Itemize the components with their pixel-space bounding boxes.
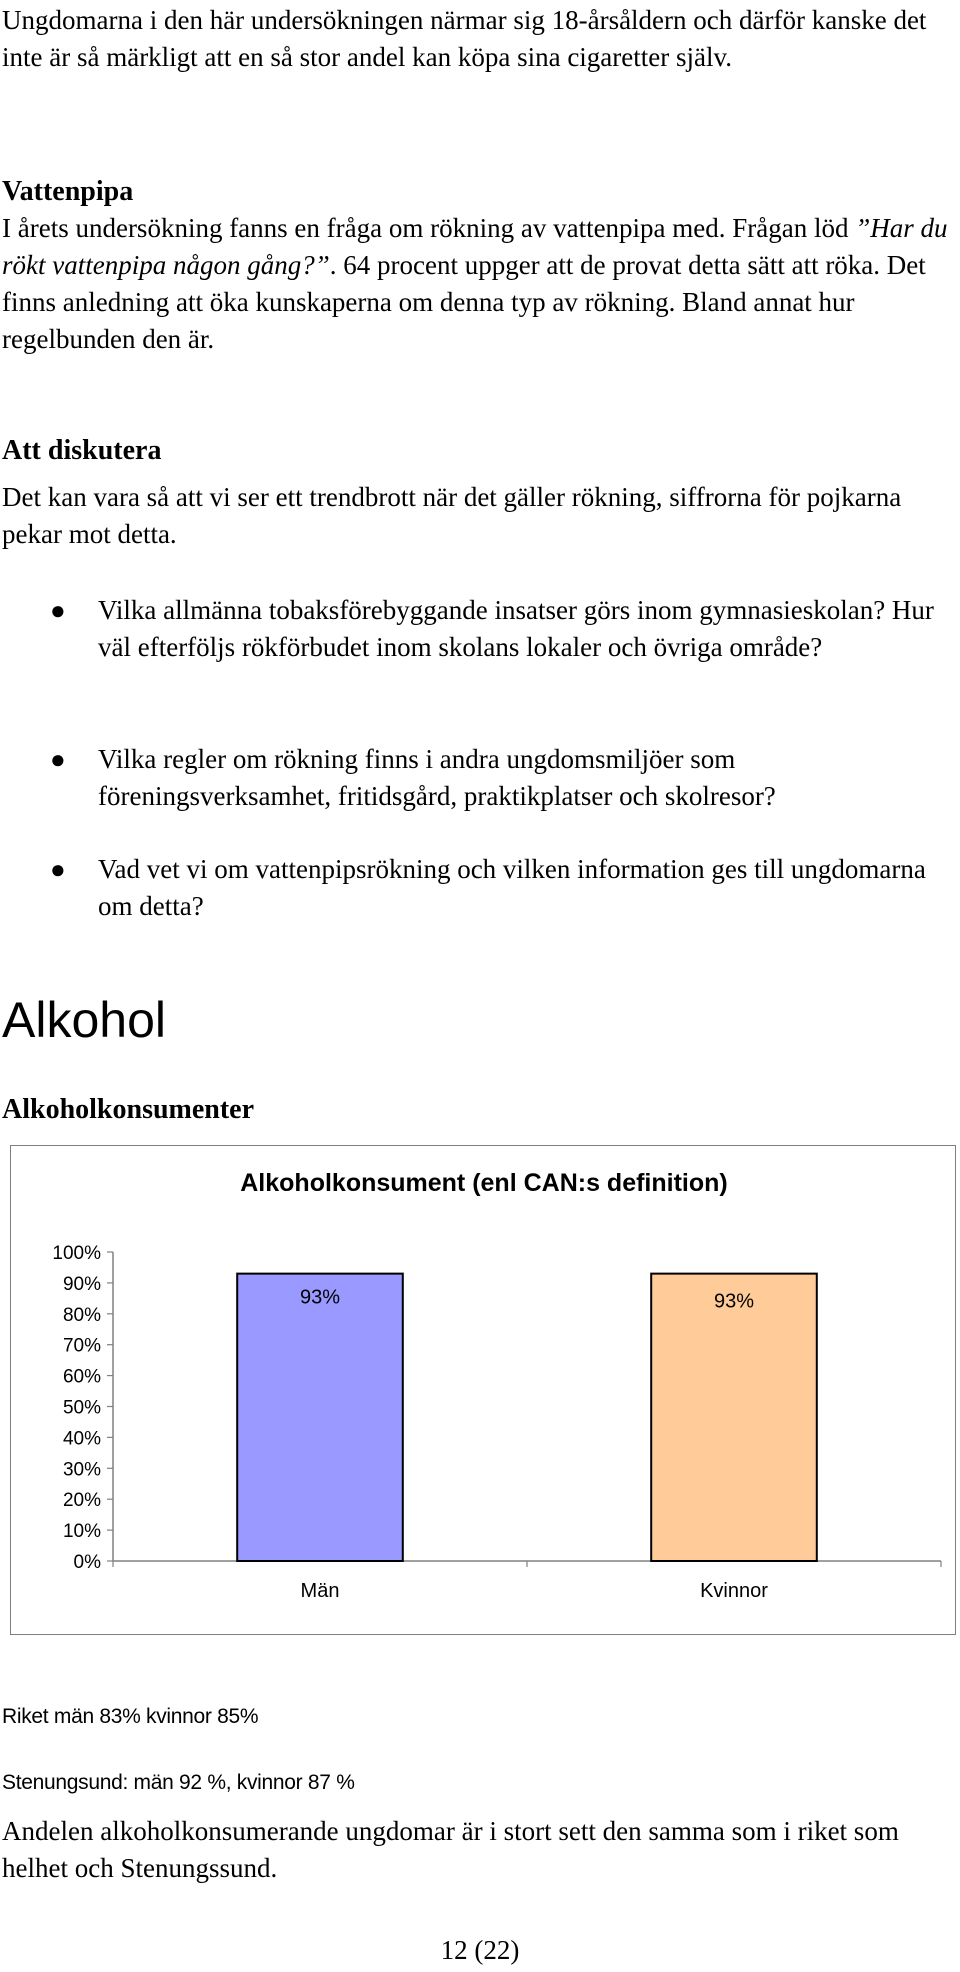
chart-title: Alkoholkonsument (enl CAN:s definition)	[240, 1169, 728, 1197]
y-tick-label: 100%	[52, 1243, 101, 1264]
note-riket: Riket män 83% kvinnor 85%	[2, 1705, 259, 1728]
y-tick-label: 30%	[62, 1459, 101, 1481]
y-tick-label: 50%	[62, 1397, 101, 1419]
y-tick-label: 60%	[62, 1366, 101, 1388]
vattenpipa-heading: Vattenpipa	[2, 176, 134, 207]
bar-data-label: 93%	[713, 1290, 755, 1313]
note-stenungsund: Stenungsund: män 92 %, kvinnor 87 %	[2, 1771, 355, 1794]
vattenpipa-paragraph	[2, 210, 957, 358]
bar-data-label: 93%	[299, 1286, 341, 1309]
y-tick-label: 70%	[62, 1335, 101, 1357]
y-tick-label: 10%	[62, 1521, 101, 1543]
conclusion-paragraph: Andelen alkoholkonsumerande ungdomar är i stort sett den samma som i riket som helhet och Stenungssund.	[2, 1816, 899, 1883]
vattenpipa-question-quote: ”Har du rökt vattenpipa någon gång?”	[2, 213, 948, 280]
section-title: Alkohol	[2, 992, 166, 1048]
bullet-text: Vilka regler om rökning finns i andra ungdomsmiljöer som föreningsverksamhet, fritidsgård, praktikplatser och skolresor?	[98, 744, 776, 811]
intro-paragraph: Ungdomarna i den här undersökningen närmar sig 18-årsåldern och därför kanske det inte är så märkligt att en så stor andel kan köpa sina cigaretter själv.	[2, 5, 927, 72]
page-number: 12 (22)	[440, 1935, 520, 1965]
y-tick-label: 80%	[62, 1304, 101, 1326]
x-category-label: Män	[300, 1580, 340, 1602]
att-diskutera-heading: Att diskutera	[2, 435, 162, 466]
bullet-text: Vad vet vi om vattenpipsrökning och vilken information ges till ungdomarna om detta?	[98, 854, 926, 921]
bar-kvinnor	[651, 1274, 817, 1561]
bullet-dot-icon: ●	[50, 855, 66, 884]
bar-man	[237, 1274, 403, 1561]
y-tick-label: 20%	[62, 1490, 101, 1512]
y-tick-label: 40%	[62, 1428, 101, 1450]
vattenpipa-text-1: I årets undersökning fanns en fråga om rökning av vattenpipa med. Frågan löd	[2, 213, 856, 243]
bullet-dot-icon: ●	[50, 745, 66, 774]
att-diskutera-paragraph: Det kan vara så att vi ser ett trendbrott när det gäller rökning, siffrorna för pojkarna pekar mot detta.	[2, 482, 902, 549]
y-tick-label: 0%	[73, 1552, 101, 1573]
x-category-label: Kvinnor	[700, 1580, 768, 1602]
chart-svg	[11, 1146, 957, 1636]
subsection-title: Alkoholkonsumenter	[2, 1094, 255, 1125]
bullet-dot-icon: ●	[50, 596, 66, 625]
y-tick-label: 90%	[62, 1273, 101, 1295]
vattenpipa-text-2: . 64 procent uppger att de provat detta sätt att röka. Det finns anledning att öka kunskaperna om denna typ av rökning. Bland annat hur regelbunden den är.	[2, 250, 926, 354]
alcohol-chart	[10, 1145, 956, 1635]
bullet-text: Vilka allmänna tobaksförebyggande insatser görs inom gymnasieskolan? Hur väl efterföljs rökförbudet inom skolans lokaler och övriga område?	[98, 595, 934, 662]
